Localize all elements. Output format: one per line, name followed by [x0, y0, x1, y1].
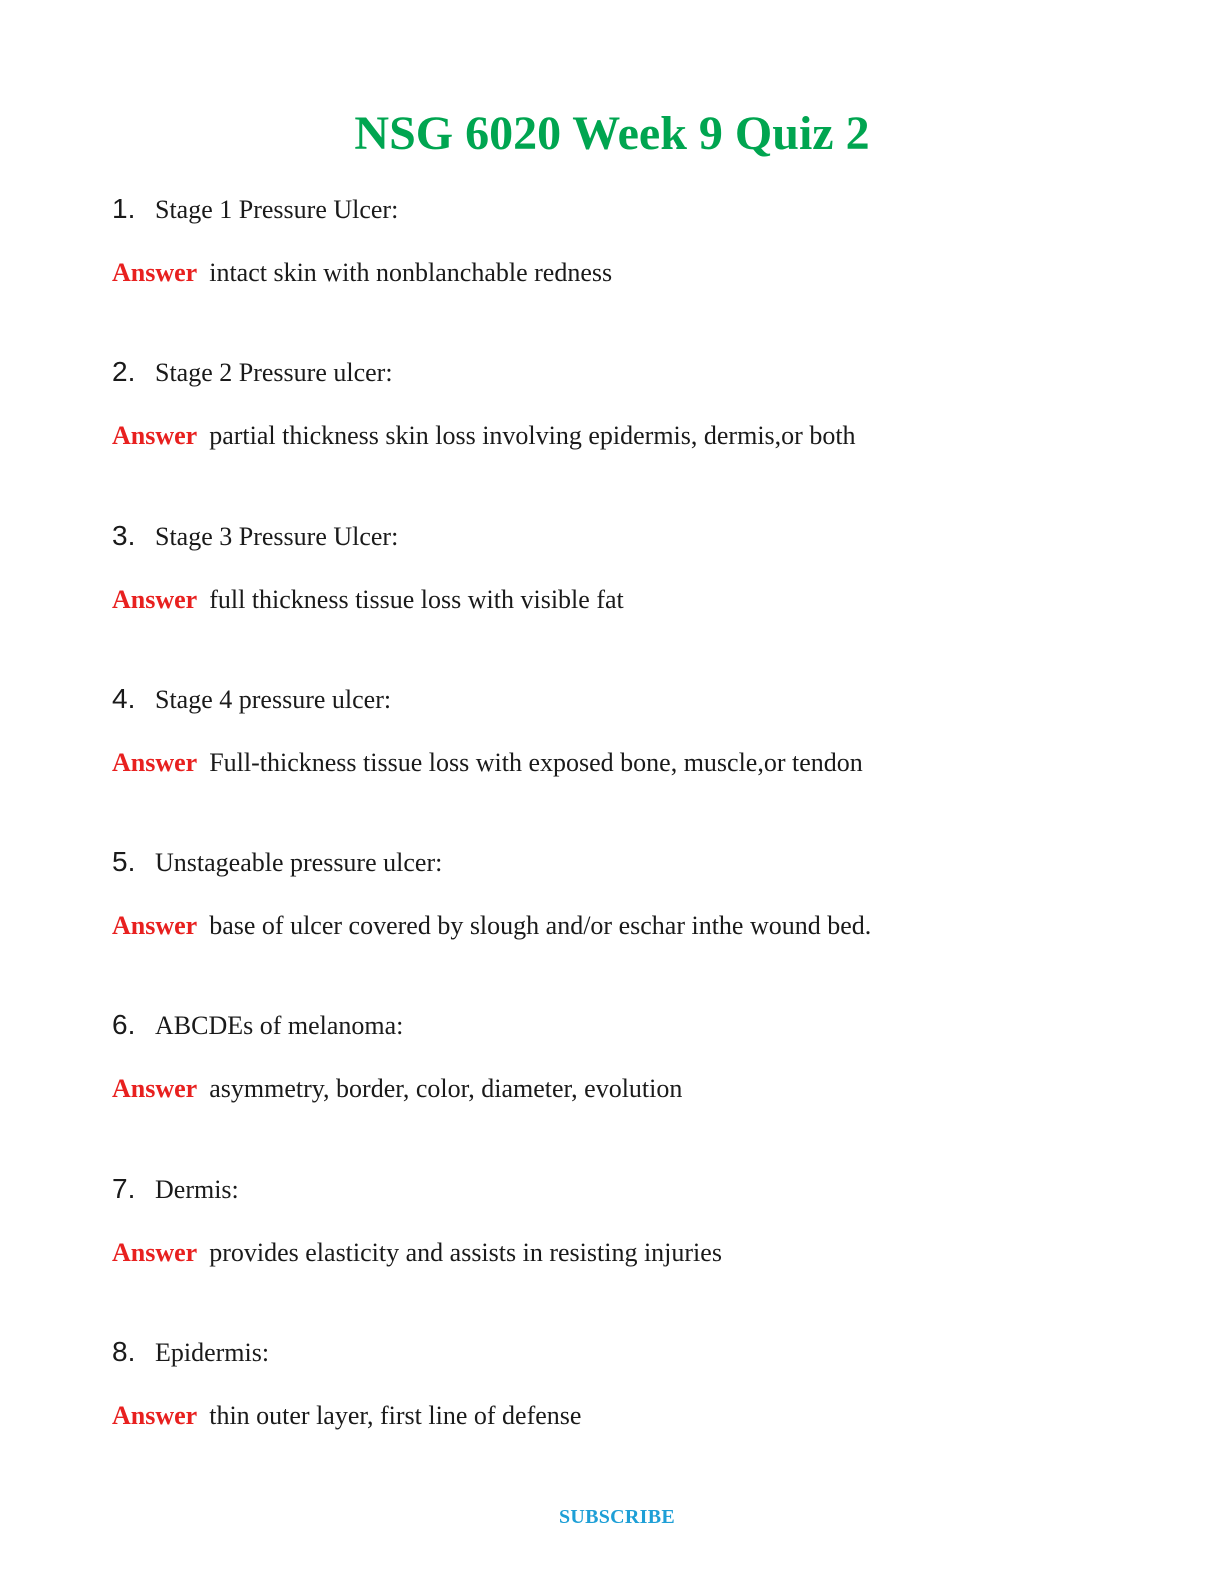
- subscribe-link[interactable]: SUBSCRIBE: [558, 1506, 676, 1528]
- question-number: 4.: [112, 682, 136, 714]
- question-text: ABCDEs of melanoma:: [155, 1011, 404, 1041]
- question-item-8: [112, 1332, 1152, 1495]
- answer-label: Answer: [112, 1401, 198, 1431]
- question-list: [112, 189, 1152, 1495]
- question-item-2: [112, 352, 1152, 515]
- question-row: [112, 1169, 239, 1209]
- question-number: 1.: [112, 193, 136, 224]
- answer-text: asymmetry, border, color, diameter, evolution: [209, 1074, 683, 1104]
- answer-row: [112, 253, 612, 293]
- answer-label: Answer: [112, 1237, 198, 1267]
- answer-row: [112, 743, 863, 783]
- question-item-6: [112, 1005, 1152, 1168]
- question-row: [112, 1005, 403, 1045]
- question-text: Stage 4 pressure ulcer:: [155, 684, 392, 714]
- answer-label: Answer: [112, 747, 198, 777]
- question-row: [112, 516, 398, 556]
- question-row: [112, 352, 393, 392]
- question-item-1: [112, 189, 1152, 352]
- question-text: Dermis:: [155, 1174, 239, 1204]
- question-text: Epidermis:: [155, 1338, 270, 1368]
- answer-label: Answer: [112, 1074, 198, 1104]
- answer-row: [112, 1233, 722, 1273]
- question-row: [112, 679, 391, 719]
- question-item-4: [112, 679, 1152, 842]
- question-number: 7.: [112, 1172, 136, 1204]
- question-text: Unstageable pressure ulcer:: [155, 848, 443, 878]
- question-text: Stage 3 Pressure Ulcer:: [155, 521, 399, 551]
- answer-text: provides elasticity and assists in resisting injuries: [209, 1237, 722, 1267]
- answer-label: Answer: [112, 584, 198, 614]
- question-row: [112, 189, 398, 229]
- answer-row: [112, 1069, 682, 1109]
- question-item-7: [112, 1169, 1152, 1332]
- question-number: 6.: [112, 1009, 136, 1041]
- page-title: NSG 6020 Week 9 Quiz 2: [354, 107, 870, 161]
- answer-label: Answer: [112, 258, 198, 287]
- answer-text: full thickness tissue loss with visible fat: [209, 584, 624, 614]
- question-row: [112, 1332, 269, 1372]
- answer-row: [112, 580, 624, 620]
- answer-row: [112, 906, 871, 946]
- question-number: 8.: [112, 1336, 136, 1368]
- answer-text: intact skin with nonblanchable redness: [209, 258, 613, 287]
- question-text: Stage 2 Pressure ulcer:: [155, 358, 393, 388]
- answer-text: Full-thickness tissue loss with exposed bone, muscle,or tendon: [209, 747, 863, 777]
- answer-text: base of ulcer covered by slough and/or eschar inthe wound bed.: [209, 911, 872, 941]
- question-number: 5.: [112, 846, 136, 878]
- question-number: 2.: [112, 356, 136, 388]
- question-number: 3.: [112, 519, 136, 551]
- answer-text: thin outer layer, first line of defense: [209, 1401, 582, 1431]
- answer-row: [112, 1396, 581, 1436]
- answer-label: Answer: [112, 421, 198, 451]
- answer-row: [112, 416, 856, 456]
- question-text: Stage 1 Pressure Ulcer:: [155, 195, 399, 224]
- answer-text: partial thickness skin loss involving epidermis, dermis,or both: [209, 421, 856, 451]
- question-item-5: [112, 842, 1152, 1005]
- question-row: [112, 842, 442, 882]
- question-item-3: [112, 516, 1152, 679]
- answer-label: Answer: [112, 911, 198, 941]
